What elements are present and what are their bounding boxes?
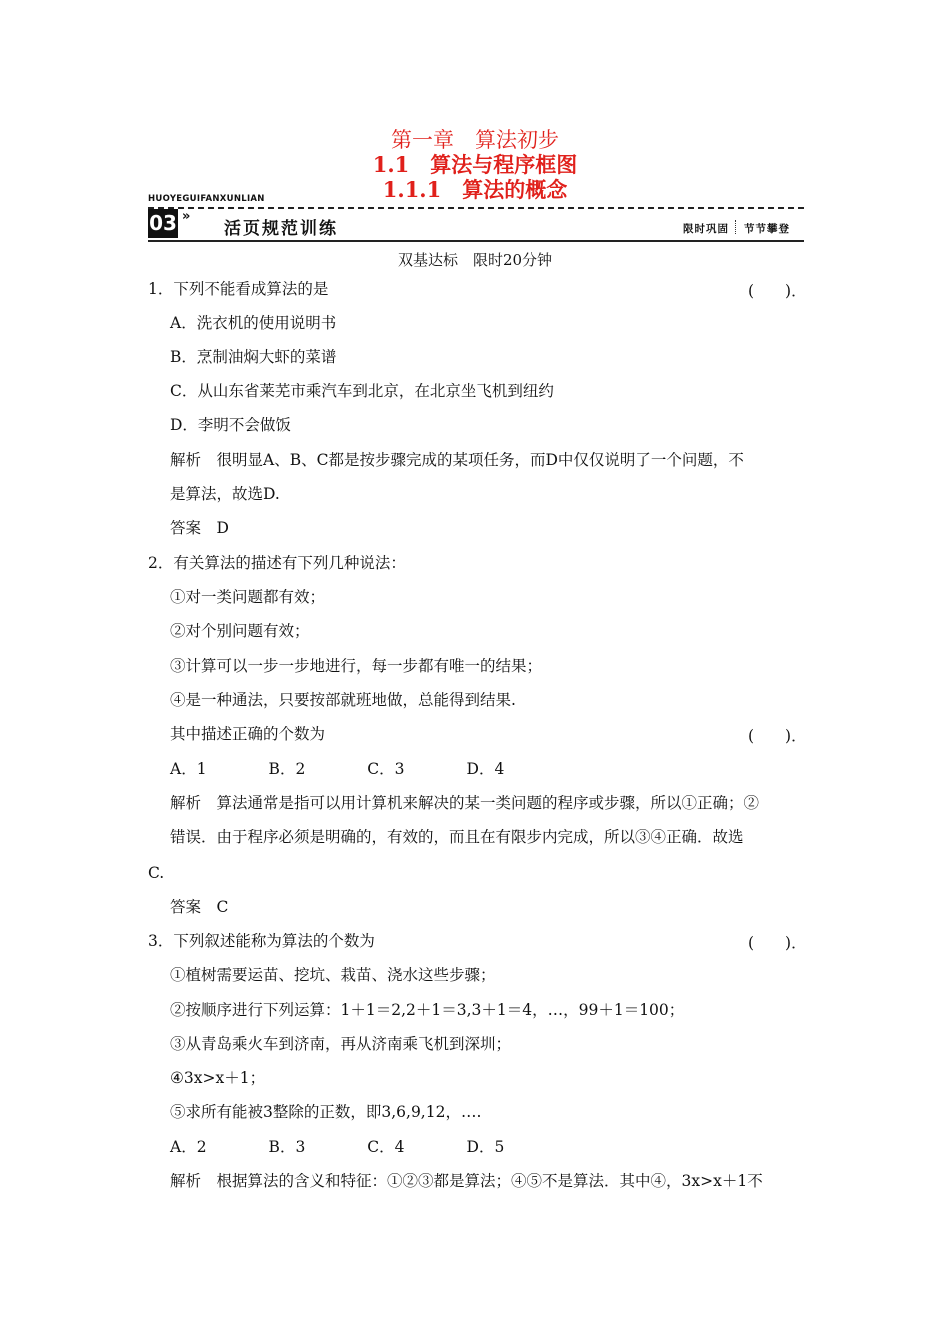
- banner-bottom-rule: [148, 240, 804, 242]
- chevron-icon: »: [182, 209, 191, 224]
- time-limit-subhead: 双基达标 限时20分钟: [397, 251, 553, 269]
- section-title: 1.1 算法与程序框图: [372, 152, 578, 177]
- banner-number-badge: 03: [148, 209, 178, 238]
- text-line: 解析 根据算法的含义和特征：①②③都是算法；④⑤不是算法．其中④，3x>x＋1不: [170, 1172, 763, 1190]
- answer-parenthesis: ( )．: [748, 727, 807, 745]
- chapter-title: 第一章 算法初步: [391, 128, 559, 152]
- text-line: 错误．由于程序必须是明确的，有效的，而且在有限步内完成，所以③④正确．故选: [170, 828, 744, 846]
- text-line: A．2 B．3 C．4 D．5: [170, 1138, 505, 1156]
- answer-parenthesis: ( )．: [748, 934, 807, 952]
- text-line: 解析 很明显A、B、C都是按步骤完成的某项任务，而D中仅仅说明了一个问题，不: [170, 451, 744, 469]
- banner-pinyin: HUOYEGUIFANXUNLIAN: [148, 194, 265, 204]
- text-line: 答案 D: [170, 519, 229, 537]
- text-line: B．烹制油焖大虾的菜谱: [170, 348, 337, 366]
- text-line: C.: [148, 864, 165, 882]
- text-line: 2．有关算法的描述有下列几种说法：: [148, 554, 406, 572]
- text-line: C．从山东省莱芜市乘汽车到北京，在北京坐飞机到纽约: [170, 382, 554, 400]
- text-line: ②按顺序进行下列运算：1＋1＝2,2＋1＝3,3＋1＝4，…，99＋1＝100；: [170, 1001, 685, 1019]
- answer-parenthesis: ( )．: [748, 282, 807, 300]
- banner-top-rule: [148, 207, 804, 209]
- text-line: ⑤求所有能被3整除的正数，即3,6,9,12，….: [170, 1103, 482, 1121]
- text-line: 1．下列不能看成算法的是: [148, 280, 329, 298]
- text-line: 其中描述正确的个数为: [170, 725, 326, 743]
- text-line: 是算法，故选D.: [170, 485, 280, 503]
- text-line: ②对个别问题有效；: [170, 622, 310, 640]
- text-line: 解析 算法通常是指可以用计算机来解决的某一类问题的程序或步骤，所以①正确；②: [170, 794, 760, 812]
- text-line: D．李明不会做饭: [170, 416, 291, 434]
- text-line: 3．下列叙述能称为算法的个数为: [148, 932, 375, 950]
- text-line: ③计算可以一步一步地进行，每一步都有唯一的结果；: [170, 657, 543, 675]
- banner-separator: [735, 220, 736, 234]
- subsection-title: 1.1.1 算法的概念: [382, 177, 568, 202]
- banner-title: 活页规范训练: [224, 219, 338, 239]
- text-line: ④3x>x＋1；: [170, 1069, 266, 1087]
- text-line: 答案 C: [170, 898, 229, 916]
- banner-right-label-1: 限时巩固: [683, 223, 729, 235]
- text-line: A．洗衣机的使用说明书: [170, 314, 337, 332]
- text-line: ④是一种通法，只要按部就班地做，总能得到结果.: [170, 691, 516, 709]
- text-line: A．1 B．2 C．3 D．4: [170, 760, 505, 778]
- text-line: ①植树需要运苗、挖坑、栽苗、浇水这些步骤；: [170, 966, 496, 984]
- banner-right-label-2: 节节攀登: [744, 223, 790, 235]
- text-line: ③从青岛乘火车到济南，再从济南乘飞机到深圳；: [170, 1035, 512, 1053]
- text-line: ①对一类问题都有效；: [170, 588, 326, 606]
